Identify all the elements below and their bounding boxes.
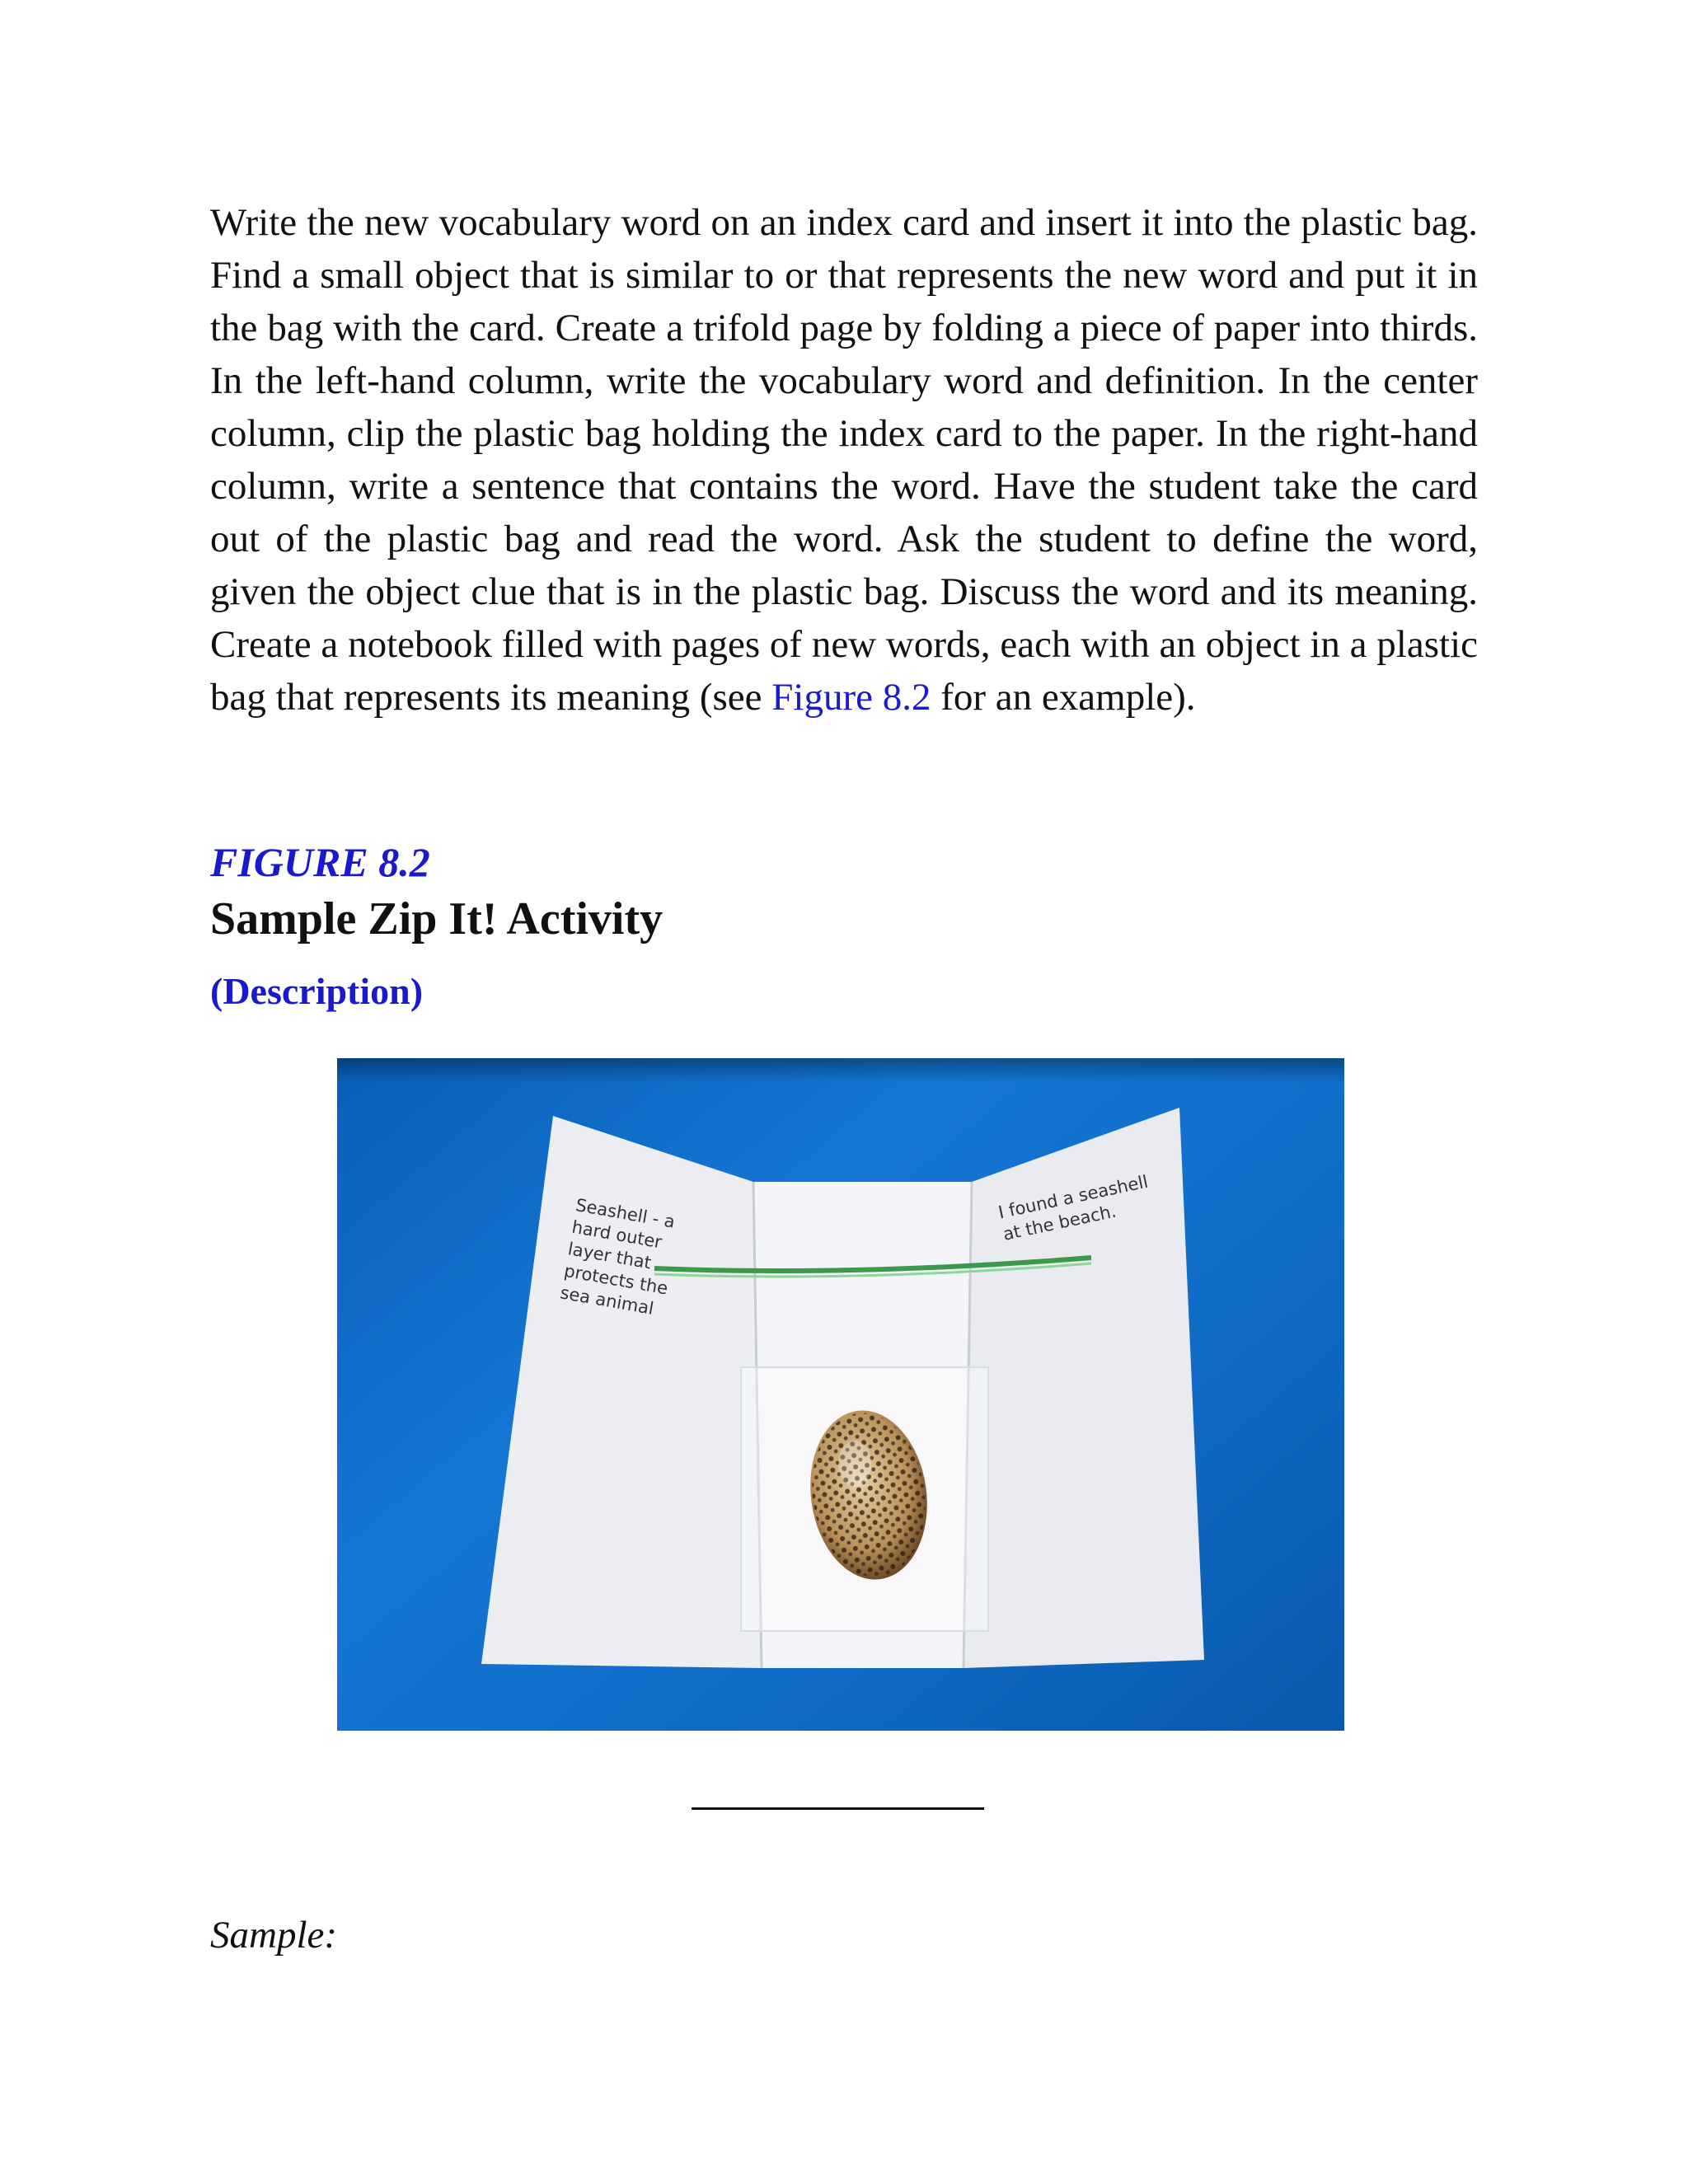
figure-photo — [337, 1058, 1344, 1731]
left-panel — [481, 1116, 762, 1668]
figure-description-link[interactable]: (Description) — [210, 970, 424, 1012]
figure-label: FIGURE 8.2 — [210, 839, 430, 885]
instruction-paragraph — [210, 196, 1478, 724]
paragraph-text-start: Write the new vocabulary word on an index card and insert it into the plastic bag. Find a small object that is similar to or that represents the new word and put it in the bag with the card. Create a trifold page by folding a piece of paper into thirds. In the left-hand column, write the vocabulary word and definition. In the center column, clip the plastic bag holding the index card to the paper. In the right-hand column, write a sentence that contains the word. Have the student take the card out of the plastic bag and read the word. Ask the student to define the word, given the object clue that is in the plastic bag. Discuss the word and its meaning. Create a notebook filled with pages of new words, each with an object in a plastic bag that represents its meaning (see — [210, 201, 1478, 719]
left-column-definition: Seashell - a hard outer layer that protects the sea animal — [558, 1194, 677, 1319]
right-column-sentence: I found a seashell at the beach. — [996, 1171, 1151, 1244]
footnote-rule — [692, 1807, 984, 1810]
figure-title: Sample Zip It! Activity — [210, 893, 663, 944]
paragraph-text-end: for an example). — [931, 676, 1196, 719]
figure-8-2-link[interactable]: Figure 8.2 — [771, 676, 931, 719]
sample-label: Sample: — [210, 1914, 338, 1957]
trifold-illustration — [337, 1058, 1344, 1731]
document-page — [210, 0, 1478, 2184]
